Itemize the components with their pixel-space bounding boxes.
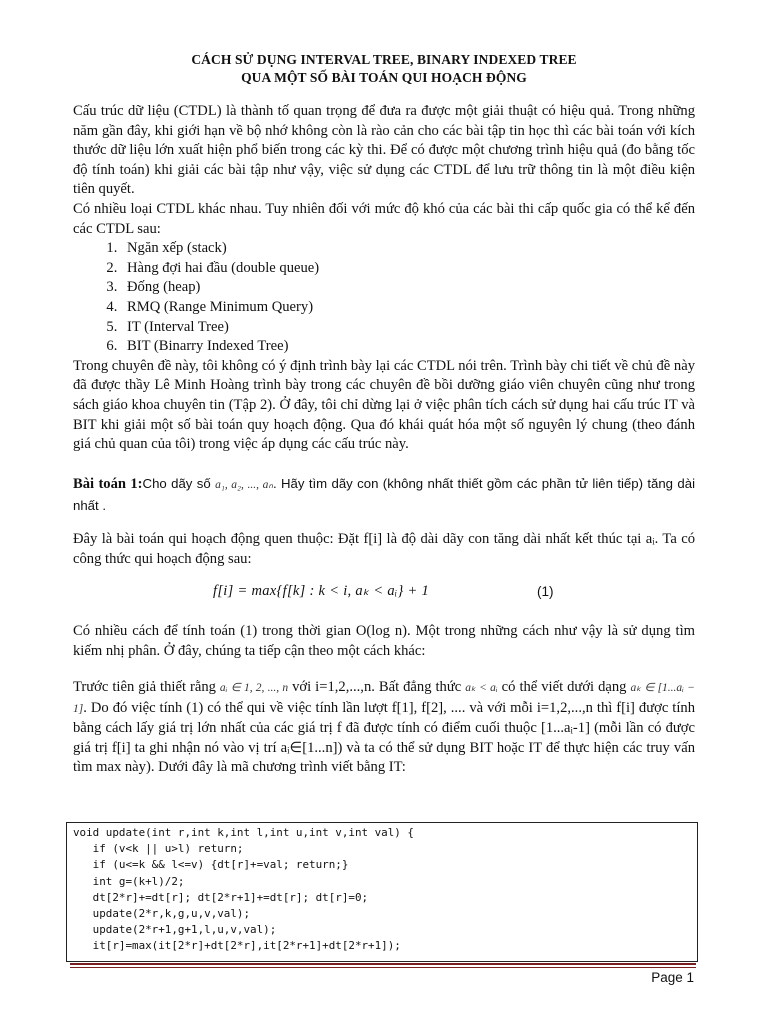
inequality-math: aₖ < aᵢ — [465, 682, 498, 694]
footer-divider-thin — [70, 967, 696, 968]
list-item: 6. BIT (Binarry Indexed Tree) — [121, 337, 695, 357]
complexity-paragraph: Có nhiều cách để tính toán (1) trong thời gian O(log n). Một trong những cách như vậy là sử dụng tìm kiếm nhị phân. Ở đây, chúng ta tiếp cận theo một cách khác: — [73, 623, 695, 659]
page-number: Page 1 — [651, 970, 694, 985]
approach-text-d: . Do đó việc tính (1) có thể qui về việc tính lần lượt f[1], f[2], .... và với mỗi i=1,2,...,n thì f[i] được tính bằng cách lấy giá trị lớn nhất của các giá trị f đã được tính có điểm cuối thuộc [1...aᵢ-1] (mỗi lần có được giá trị f[i] ta ghi nhận nó vào vị trí aᵢ∈[1...n]) và ta có thể sử dụng BIT hoặc IT để thực hiện các truy vấn tìm max này). Dưới đây là mã chương trình viết bằng IT: — [73, 699, 695, 776]
intro-paragraph-1: Cấu trúc dữ liệu (CTDL) là thành tố quan trọng để đưa ra được một giải thuật có hiệu quả. Trong những năm gần đây, khi giới hạn về bộ nhớ không còn là rào cản cho các bài tập tin học thì các bài toán với kích thước dữ liệu lớn xuất hiện phổ biến trong các kỳ thi. Để có được một chương trình hiệu quả (đo bằng tốc độ tính toán) khi giải các bài tập như vậy, việc sử dụng các CTDL để lưu trữ thông tin là một điều kiện tiên quyết. — [73, 103, 695, 198]
ctdl-list — [73, 239, 695, 357]
problem-1-explanation — [73, 530, 695, 569]
intro-paragraph-2: Có nhiều loại CTDL khác nhau. Tuy nhiên đối với mức độ khó của các bài thi cấp quốc gia có thể kể đến các CTDL sau: — [73, 200, 695, 237]
sequence-math: a₁, a₂, ..., aₙ — [215, 479, 273, 491]
list-item: 1. Ngăn xếp (stack) — [121, 239, 695, 259]
intro-section — [73, 102, 695, 455]
equation-number: (1) — [537, 584, 554, 599]
problem-1-text-a: Cho dãy số — [142, 476, 211, 491]
list-item: 4. RMQ (Range Minimum Query) — [121, 298, 695, 318]
document-title-line-1: CÁCH SỬ DỤNG INTERVAL TREE, BINARY INDEXED TREE — [191, 52, 577, 67]
intro-paragraph-3: Trong chuyên đề này, tôi không có ý định trình bày lại các CTDL nói trên. Trình bày chi tiết về chủ đề này đã được thầy Lê Minh Hoàng trình bày trong các chuyên đề bồi dưỡng giáo viên chuyên cũng như trong sách giáo khoa chuyên tin (Tập 2). Ở đây, tôi chỉ dừng lại ở việc phân tích cách sử dụng hai cấu trúc IT và BIT khi giải một số bài toán quy hoạch động. Qua đó khái quát hóa một số nguyên lý chung (theo đánh giá chủ quan của tôi) trong việc áp dụng các cấu trúc này. — [73, 357, 695, 453]
document-title-line-2: QUA MỘT SỐ BÀI TOÁN QUI HOẠCH ĐỘNG — [241, 70, 527, 85]
approach-paragraph — [73, 678, 695, 778]
range-math: aᵢ ∈ 1, 2, ..., n — [219, 682, 289, 694]
explanation-paragraph: Đây là bài toán qui hoạch động quen thuộc: Đặt f[i] là độ dài dãy con tăng dài nhất kết thúc tại aᵢ. Ta có công thức qui hoạch động sau: — [73, 531, 695, 567]
list-item: 3. Đống (heap) — [121, 278, 695, 298]
code-block: void update(int r,int k,int l,int u,int v,int val) { if (v<k || u>l) return; if (u<=k && l<=v) {dt[r]+=val; return;} int g=(k+l)/2; dt[2*r]+=dt[r]; dt[2*r+1]+=dt[r]; dt[r]=0; update(2*r,k,g,u,v,val); update(2*r+1,g+1,l,u,v,val); it[r]=max(it[2*r]+dt[2*r],it[2*r+1]+dt[2*r+1]); — [66, 822, 698, 962]
dp-formula: f[i] = max{f[k] : k < i, aₖ < aᵢ} + 1 — [213, 583, 430, 599]
footer-divider — [70, 963, 696, 965]
problem-1-label: Bài toán 1: — [73, 476, 143, 492]
approach-text-c: có thể viết dưới dạng — [501, 679, 627, 695]
list-item: 2. Hàng đợi hai đầu (double queue) — [121, 259, 695, 279]
problem-1-text-b: . Hãy tìm dãy con (không nhất thiết gồm các phần tử liên tiếp) tăng dài nhất . — [73, 476, 695, 513]
approach-text-b: với i=1,2,...,n. Bất đẳng thức — [292, 679, 462, 695]
approach-text-a: Trước tiên giả thiết rằng — [73, 679, 216, 695]
interval-math: aₖ ∈ [1...aᵢ − 1] — [73, 682, 695, 715]
problem-1-statement — [73, 474, 695, 516]
list-item: 5. IT (Interval Tree) — [121, 318, 695, 338]
